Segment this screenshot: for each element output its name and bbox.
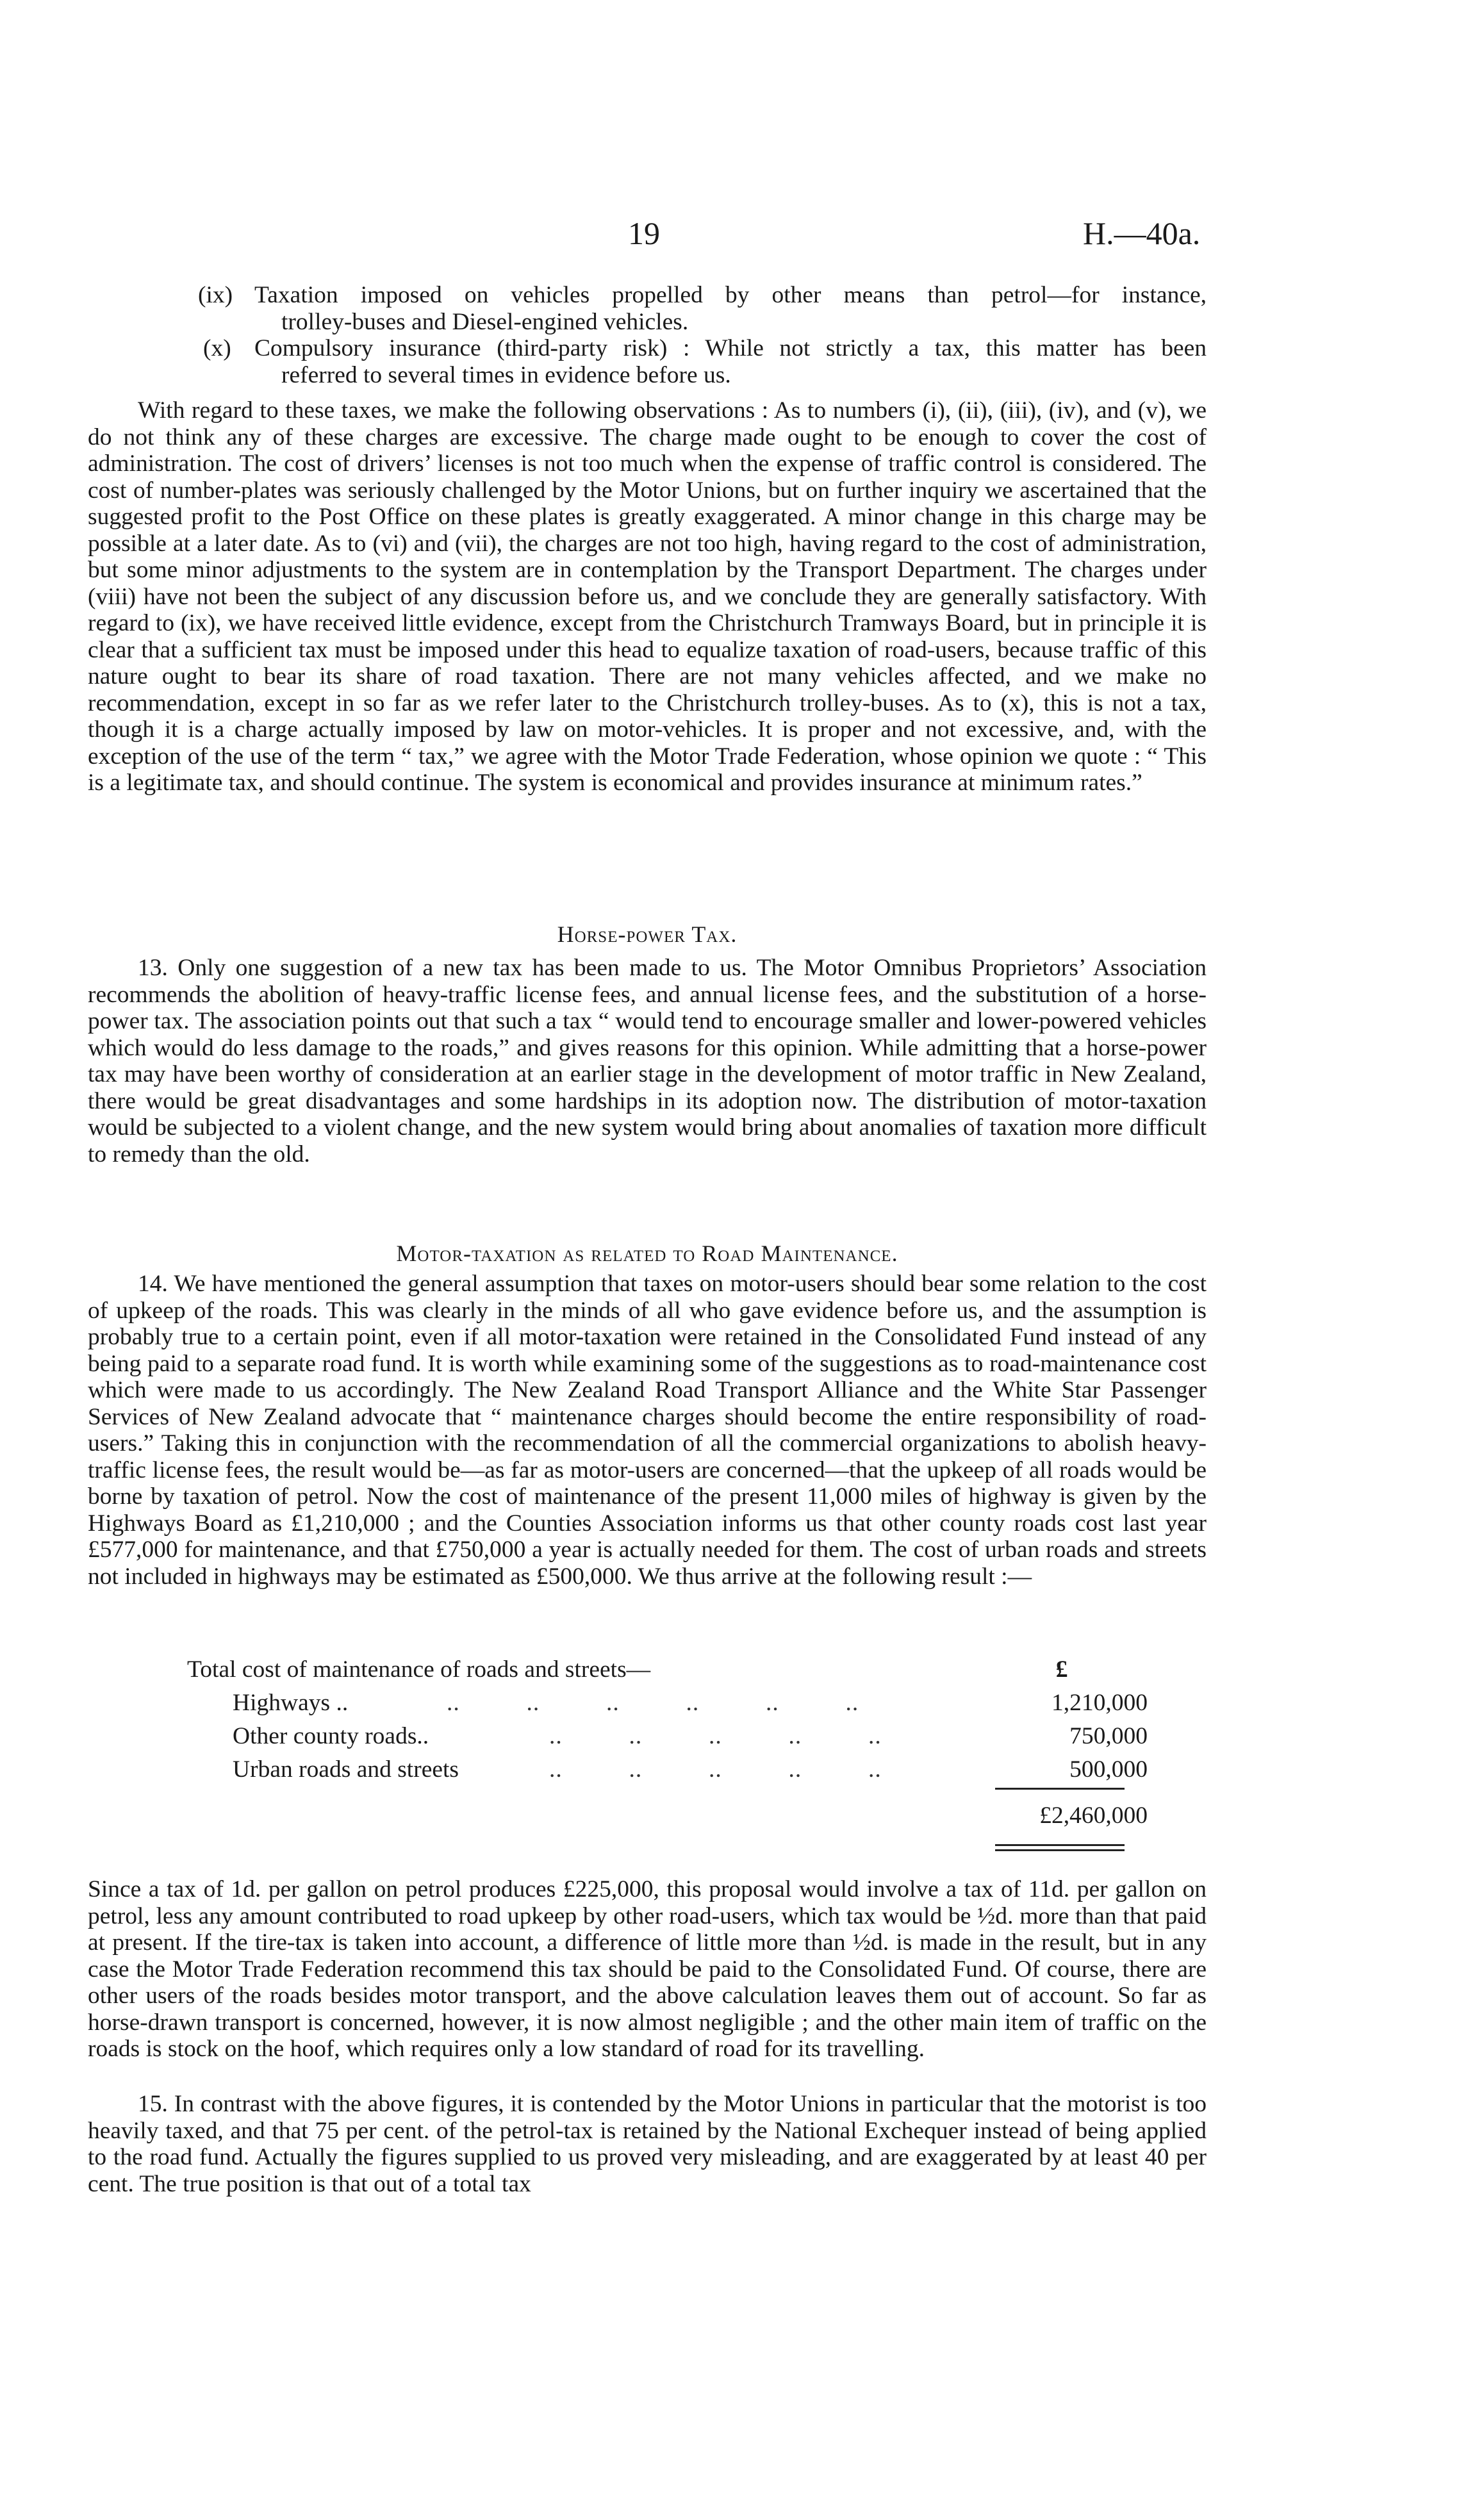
leader-dots: .. .. .. .. .. — [549, 1723, 882, 1749]
paragraph: Since a tax of 1d. per gallon on petrol produces £225,000, this proposal would involve a tax of 11d. per gallon on petrol, less any amount contributed to road upkeep by other road-users, which tax would be ½d. more than that paid at present. If the tire-tax is taken into account, a difference of little more than ½d. is made in the result, but in any case the Motor Trade Federation recommend this tax should be paid to the Consolidated Fund. Of course, there are other users of the roads besides motor transport, and the above calculation leaves them out of account. So far as horse-drawn transport is concerned, however, it is now almost negligible ; and the other main item of traffic on the roads is stock on the hoof, which requires only a low standard of road for its travelling. — [88, 1876, 1207, 2062]
page-number: 19 — [628, 215, 660, 251]
list-item-continuation: trolley-buses and Diesel-engined vehicles. — [281, 308, 689, 335]
table-row — [88, 1687, 1207, 1720]
list-item-text: Taxation imposed on vehicles propelled by other means than petrol—for instance, — [254, 282, 1207, 308]
total-double-rule-bottom — [995, 1849, 1125, 1851]
table-row-amount: 500,000 — [1069, 1756, 1148, 1783]
total-double-rule-top — [995, 1844, 1125, 1846]
leader-dots: .. .. .. .. .. — [549, 1756, 882, 1783]
list-item-number: (ix) — [198, 282, 233, 308]
table-row-amount: 750,000 — [1069, 1723, 1148, 1749]
table-total-amount: £2,460,000 — [1039, 1802, 1148, 1829]
table-row — [88, 1720, 1207, 1753]
section-heading: Horse-power Tax. — [557, 921, 738, 947]
list-item-text: Compulsory insurance (third-party risk) : While not strictly a tax, this matter has been — [254, 335, 1207, 361]
intro-list — [88, 282, 1207, 388]
petrol-paragraph-block — [88, 1876, 1207, 2063]
subtotal-rule — [995, 1788, 1125, 1790]
maintenance-cost-table — [88, 1653, 1207, 1833]
table-title-row — [88, 1653, 1207, 1687]
table-total-row — [88, 1799, 1207, 1833]
table-row-label: Highways .. — [233, 1690, 349, 1716]
section-heading: Motor-taxation as related to Road Maintenance. — [396, 1241, 898, 1266]
leader-dots: .. .. .. .. .. .. — [447, 1690, 859, 1716]
table-title: Total cost of maintenance of roads and streets— — [187, 1656, 651, 1683]
paragraph-13-block — [88, 955, 1207, 1167]
table-row — [88, 1753, 1207, 1786]
paragraph: 14. We have mentioned the general assumption that taxes on motor-users should bear some relation to the cost of upkeep of the roads. This was clearly in the minds of all who gave evidence before us, and the assumption is probably true to a certain point, even if all motor-taxation were retained in the Consolidated Fund instead of any being paid to a separate road fund. It is worth while examining some of the suggestions as to road-maintenance cost which were made to us accordingly. The New Zealand Road Transport Alliance and the White Star Passenger Services of New Zealand advocate that “ maintenance charges should become the entire responsibility of road-users.” Taking this in conjunction with the recommendation of all the commercial organizations to abolish heavy-traffic license fees, the result would be—as far as motor-users are concerned—that the upkeep of all roads would be borne by taxation of petrol. Now the cost of maintenance of the present 11,000 miles of highway is given by the Highways Board as £1,210,000 ; and the Counties Association informs us that other county roads cost last year £577,000 for maintenance, and that £750,000 a year is actually needed for them. The cost of urban roads and streets not included in highways may be estimated as £500,000. We thus arrive at the following result :— — [88, 1271, 1207, 1590]
paragraph: 15. In contrast with the above figures, it is contended by the Motor Unions in particular that the motorist is too heavily taxed, and that 75 per cent. of the petrol-tax is retained by the National Exchequer instead of being applied to the road fund. Actually the figures supplied to us proved very misleading, and are exaggerated by at least 40 per cent. The true position is that out of a total tax — [88, 2091, 1207, 2197]
taxes-paragraph-block — [88, 397, 1207, 796]
table-row-label: Other county roads.. — [233, 1723, 429, 1749]
table-row-amount: 1,210,000 — [1051, 1690, 1148, 1716]
currency-symbol: £ — [1055, 1656, 1068, 1683]
paragraph-15-block — [88, 2091, 1207, 2197]
paragraph: With regard to these taxes, we make the following observations : As to numbers (i), (ii), (iii), (iv), and (v), we do not think any of these charges are excessive. The charge made ought to be enough to cover the cost of administration. The cost of drivers’ licenses is not too much when the expense of traffic control is considered. The cost of number-plates was seriously challenged by the Motor Unions, but on further inquiry we ascertained that the suggested profit to the Post Office on these plates is greatly exaggerated. A minor change in this charge may be possible at a later date. As to (vi) and (vii), the charges are not too high, having regard to the cost of administration, but some minor adjustments to the system are in contemplation by the Transport Department. The charges under (viii) have not been the subject of any discussion before us, and we conclude they are generally satisfactory. With regard to (ix), we have received little evidence, except from the Christchurch Tramways Board, but in principle it is clear that a sufficient tax must be imposed under this head to equalize taxation of road-users, because traffic of this nature ought to bear its share of road taxation. There are not many vehicles affected, and we make no recommendation, except in so far as we refer later to the Christchurch trolley-buses. As to (x), this is not a tax, though it is a charge actually imposed by law on motor-vehicles. It is proper and not excessive, and, with the exception of the use of the term “ tax,” we agree with the Motor Trade Federation, whose opinion we quote : “ This is a legitimate tax, and should continue. The system is economical and provides insurance at minimum rates.” — [88, 397, 1207, 796]
document-reference: H.—40a. — [1083, 215, 1201, 251]
table-row-label: Urban roads and streets — [233, 1756, 459, 1783]
list-item-number: (x) — [203, 335, 231, 361]
list-item-continuation: referred to several times in evidence before us. — [281, 361, 731, 388]
list-item — [88, 335, 1207, 388]
list-item — [88, 282, 1207, 335]
paragraph: 13. Only one suggestion of a new tax has been made to us. The Motor Omnibus Proprietors’ Association recommends the abolition of heavy-traffic license fees, and annual license fees, and the substitution of a horse-power tax. The association points out that such a tax “ would tend to encourage smaller and lower-powered vehicles which would do less damage to the roads,” and gives reasons for this opinion. While admitting that a horse-power tax may have been worthy of consideration at an earlier stage in the development of motor traffic in New Zealand, there would be great disadvantages and some hardships in its adoption now. The distribution of motor-taxation would be subjected to a violent change, and the new system would bring about anomalies of taxation more difficult to remedy than the old. — [88, 955, 1207, 1167]
paragraph-14-block — [88, 1271, 1207, 1590]
